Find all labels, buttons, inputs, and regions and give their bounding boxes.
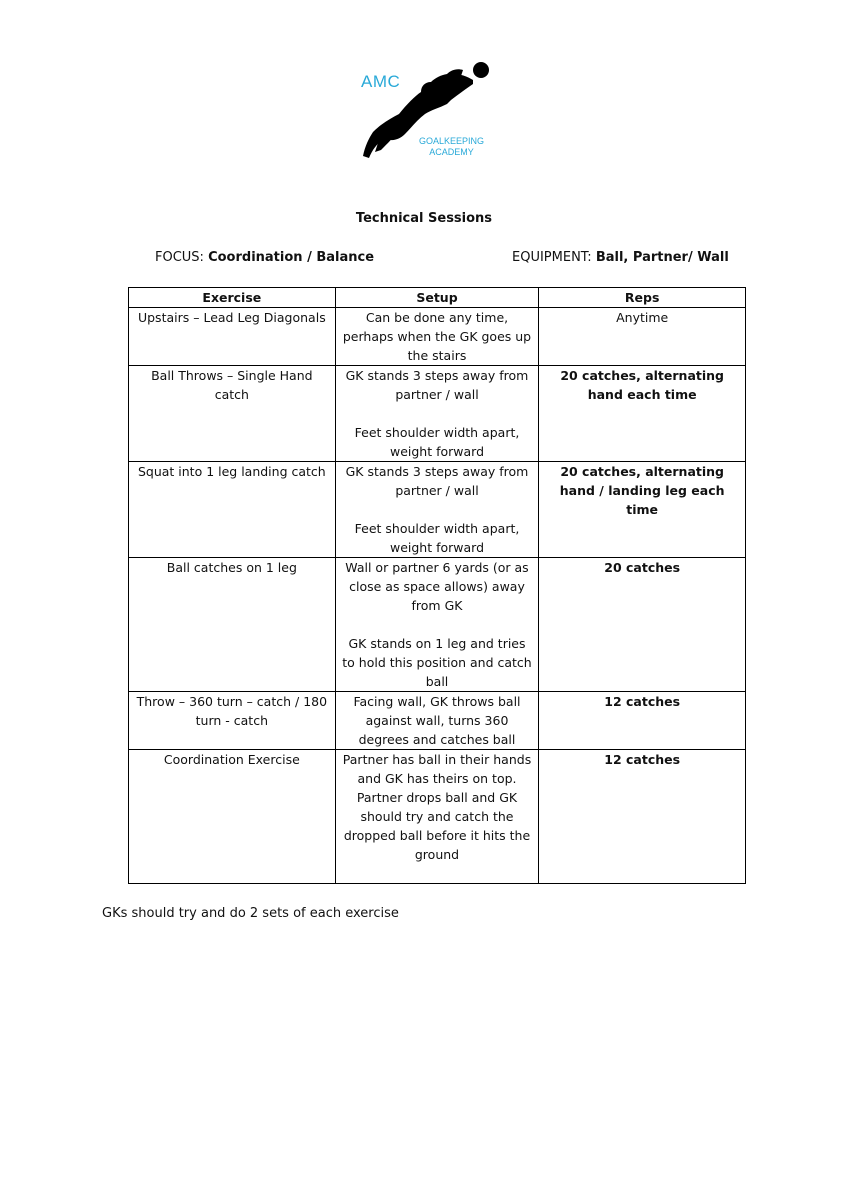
exercise-cell: Ball catches on 1 leg [129,558,336,692]
academy-logo [355,58,495,168]
setup-cell [335,462,539,558]
header-reps: Reps [539,288,746,308]
setup-cell [335,692,539,750]
setup-text: Can be done any time, perhaps when the GK goes up the stairs [342,310,532,363]
setup-text: Wall or partner 6 yards (or as close as space allows) away from GK [345,560,529,613]
table-row [129,366,746,462]
table-row [129,750,746,884]
sets-note: GKs should try and do 2 sets of each exercise [102,906,399,921]
focus-label: FOCUS: [155,250,204,265]
equipment-line [512,250,729,265]
setup-text: GK stands 3 steps away from partner / wall [345,368,529,402]
table-row [129,462,746,558]
reps-cell: Anytime [539,308,746,366]
exercise-cell: Upstairs – Lead Leg Diagonals [129,308,336,366]
focus-value: Coordination / Balance [208,250,375,265]
exercise-cell: Coordination Exercise [129,750,336,884]
exercise-cell: Throw – 360 turn – catch / 180 turn - catch [129,692,336,750]
equipment-value: Ball, Partner/ Wall [595,250,729,265]
setup-text: GK stands on 1 leg and tries to hold this position and catch ball [342,636,532,689]
logo-line1: GOALKEEPING [419,136,485,146]
setup-text: Feet shoulder width apart, weight forward [354,521,520,555]
setup-text: GK stands 3 steps away from partner / wall [345,464,529,498]
reps-cell: 12 catches [539,692,746,750]
exercise-cell: Ball Throws – Single Hand catch [129,366,336,462]
page-title: Technical Sessions [355,211,493,226]
setup-cell [335,308,539,366]
header-exercise: Exercise [129,288,336,308]
focus-line [155,250,374,265]
setup-cell [335,558,539,692]
logo-line2: ACADEMY [429,147,474,157]
table-row [129,692,746,750]
reps-cell: 20 catches, alternating hand / landing leg each time [539,462,746,558]
setup-text: Feet shoulder width apart, weight forward [354,425,520,459]
reps-cell: 12 catches [539,750,746,884]
setup-cell [335,750,539,884]
table-row [129,308,746,366]
equipment-label: EQUIPMENT: [512,250,592,265]
setup-text: Facing wall, GK throws ball against wall, turns 360 degrees and catches ball [353,694,521,747]
reps-cell: 20 catches, alternating hand each time [539,366,746,462]
setup-cell [335,366,539,462]
sessions-table [128,287,746,884]
table-row [129,558,746,692]
setup-text: Partner has ball in their hands and GK has theirs on top. Partner drops ball and GK should try and catch the dropped ball before it hits the ground [342,752,532,862]
logo-subtitle [419,136,484,158]
logo-brand: AMC [361,72,401,91]
table-header-row [129,288,746,308]
header-setup: Setup [335,288,539,308]
exercise-cell: Squat into 1 leg landing catch [129,462,336,558]
reps-cell: 20 catches [539,558,746,692]
